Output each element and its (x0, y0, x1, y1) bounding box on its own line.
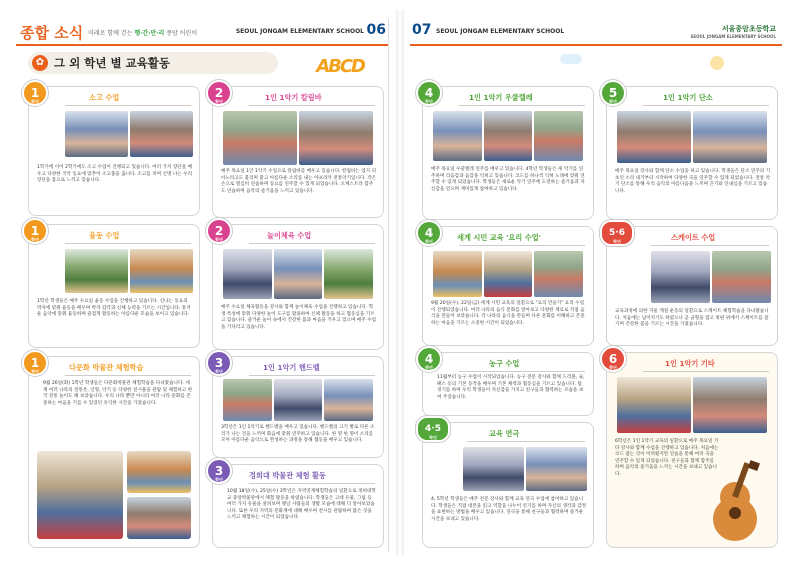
sun-decoration (710, 56, 724, 70)
activity-photo (223, 379, 272, 421)
title-underline (249, 483, 375, 484)
grade-badge (600, 346, 626, 372)
title-underline (249, 375, 375, 376)
activity-photo (433, 111, 482, 161)
activity-photo (324, 379, 373, 421)
title-underline (643, 371, 769, 372)
activity-photo (693, 377, 767, 433)
photo-strip (433, 111, 583, 161)
photo-strip (223, 379, 373, 421)
brand-name: 서울종암초등학교 (721, 25, 776, 33)
photo-strip (65, 111, 193, 157)
page-number: 07 (412, 22, 432, 38)
title-underline (65, 243, 191, 244)
card-kalimba (212, 86, 384, 218)
activity-photo (484, 111, 533, 161)
grade-number: 5 (608, 86, 618, 100)
activity-photo (37, 451, 123, 539)
card-danso (606, 86, 778, 220)
card-title: 1인 1악기 핸드벨 (263, 363, 320, 372)
left-header (16, 22, 388, 44)
activity-photo (130, 111, 193, 157)
activity-photo (65, 111, 128, 157)
photo-strip (651, 251, 771, 303)
grade-badge (206, 458, 232, 484)
title-underline (459, 245, 585, 246)
page-number: 06 (366, 22, 386, 38)
title-underline (65, 375, 191, 376)
grade-word: 학년 (609, 365, 617, 370)
grade-word: 학년 (215, 477, 223, 482)
grade-word: 학년 (425, 99, 433, 104)
card-title: 율동 수업 (89, 231, 120, 240)
card-title: 다문화 박물관 체험학습 (69, 363, 144, 372)
photo-strip (223, 249, 373, 299)
section-title: 종합 소식 (20, 24, 84, 42)
activity-photo (223, 111, 297, 165)
school-name-en: SEOUL JONGAM ELEMENTARY SCHOOL (235, 28, 364, 35)
school-logo (691, 24, 776, 39)
title-underline (249, 105, 375, 106)
guitar-icon (705, 457, 775, 545)
photo-strip (463, 447, 587, 491)
grade-badge (600, 80, 626, 106)
card-body: 4, 5학년 학생들은 매주 전문 강사와 함께 교육 연극 수업에 참여하고 있습니다. 학생들은 직접 대본을 읽고 역할을 나누어 연기를 하며 자신의 생각과 감정을 표현하는 방법을 배우고 있습니다. 연극을 통해 친구들과 협력하며 즐거운 시간을 보내고 있습니다. (431, 497, 587, 522)
grade-word: 학년 (609, 99, 617, 104)
grade-badge (206, 350, 232, 376)
grade-word: 학년 (31, 237, 39, 242)
photo-strip (433, 251, 583, 297)
card-sogo (28, 86, 200, 216)
grade-badge (416, 80, 442, 106)
tagline-highlight: 행·간·만·리 (134, 30, 165, 37)
title-underline (459, 371, 585, 372)
card-handbell (212, 356, 384, 458)
activity-photo (617, 377, 691, 433)
card-ukulele (422, 86, 594, 220)
card-title: 소고 수업 (89, 93, 120, 102)
brand-name-en: SEOUL JONGAM ELEMENTARY SCHOOL (690, 34, 776, 39)
card-guitar (606, 352, 778, 548)
grade-word: 학년 (429, 435, 437, 440)
activity-photo (433, 251, 482, 297)
left-page (16, 18, 389, 552)
activity-photo (127, 497, 191, 539)
flower-icon: ✿ (32, 55, 48, 71)
activity-photo (526, 447, 587, 491)
title-underline (459, 105, 585, 106)
title-underline (249, 243, 375, 244)
grade-number: 1 (30, 356, 40, 370)
grade-word: 학년 (425, 365, 433, 370)
photo-strip (617, 111, 767, 163)
card-museum-multicultural (28, 356, 200, 548)
activity-photo (65, 249, 128, 293)
activity-photo (299, 111, 373, 165)
grade-word: 학년 (425, 239, 433, 244)
grade-word: 학년 (215, 237, 223, 242)
grade-badge (22, 350, 48, 376)
card-body: 11월부터 농구 수업이 시작되었습니다. 농구 전문 강사와 함께 드리블, 슛, 패스 등의 기본 동작을 배우며 기본 체력과 협동심을 기르고 있습니다. 팀 경기를 하며 우리 학생들이 자신감을 가지고 친구들과 협력하는 모습을 보여 주었습니다. (437, 375, 585, 400)
page-gutter (396, 10, 404, 556)
header-rule (16, 44, 388, 46)
title-underline (643, 105, 769, 106)
grade-number: 2 (214, 86, 224, 100)
main-title-bar (28, 52, 278, 74)
activity-photo (693, 111, 767, 163)
tagline-post: 종암 어린이 (166, 30, 198, 37)
activity-photo (127, 451, 191, 493)
card-dance (28, 224, 200, 348)
grade-number: 1 (30, 224, 40, 238)
header-rule (410, 44, 782, 46)
title-underline (467, 441, 585, 442)
photo-strip (65, 249, 193, 293)
card-body: 1학기에 이어 2학기에도 소고 수업이 진행되고 있습니다. 여러 가지 장단을 배우고 다양한 국악 동요에 맞추어 소고춤을 춥니다. 소고를 치며 신명 나는 우리 장단을 몸으로 느끼고 있습니다. (37, 165, 193, 184)
card-title: 1인 1악기 우쿨렐레 (469, 93, 533, 102)
card-body: 3학년은 1인 1악기로 핸드벨을 배우고 있습니다. 핸드벨의 크기 별로 다른 소리가 나는 것을 느끼며 화음에 맞춰 연주하고 있습니다. 한 명 한 명이 소리를 모아 아름다운 음악으로 완성하는 과정을 통해 협동을 배우고 있습니다. (221, 425, 375, 444)
card-basketball (422, 352, 594, 416)
card-title: 교육 연극 (489, 429, 520, 438)
grade-number: 4 (424, 352, 434, 366)
grade-number: 4 (424, 226, 434, 240)
grade-badge (22, 218, 48, 244)
grade-badge (416, 416, 450, 442)
grade-number: 4 (424, 86, 434, 100)
activity-photo (712, 251, 771, 303)
card-body: 9월 26일(화) 1학년 학생들은 다문화박물관 체험학습을 다녀왔습니다. 세계 여러 나라의 전통옷, 인형, 악기 등 다양한 전시물을 관람 및 체험하고 한국 전통 놀이도 해 보았습니다. 우리 나라 뿐만 아니라 여러 나라 문화를 존중하는 마음을 기를 수 있었던 유익한 시간을 가졌습니다. (43, 381, 193, 406)
grade-badge (206, 218, 232, 244)
card-body: 1학년 학생들은 매주 수요일 율동 수업을 진행하고 있습니다. 신나는 동요의 박자에 맞춰 율동을 배우며 박자 감각과 신체 능력을 기르는 시간입니다. 흥겨운 음악에 맞춰 율동하며 즐겁게 활동하는 아름다운 모습을 보이고 있습니다. (37, 299, 191, 318)
grade-badge (416, 346, 442, 372)
activity-photo (463, 447, 524, 491)
grade-number: 6 (608, 352, 618, 366)
grade-word: 학년 (215, 99, 223, 104)
card-drama (422, 422, 594, 548)
photo-strip (223, 111, 373, 165)
title-underline (65, 105, 191, 106)
abcd-decoration: ABCD (316, 56, 364, 77)
grade-word: 학년 (31, 369, 39, 374)
activity-photo (274, 379, 323, 421)
right-page (410, 18, 782, 552)
main-title: 그 외 학년 별 교육활동 (54, 56, 170, 70)
grade-word: 학년 (613, 239, 621, 244)
card-title: 스케이트 수업 (671, 233, 716, 242)
card-title: 1인 1악기 단소 (663, 93, 713, 102)
card-cooking (422, 226, 594, 346)
activity-photo (274, 249, 323, 299)
grade-number: 4·5 (425, 424, 441, 434)
activity-photo (130, 249, 193, 293)
photo-strip (617, 377, 767, 433)
card-body: 매주 목요일 1인 1악기 수업으로 칼림바를 배우고 있습니다. 칼림바는 엄지 피아노라고도 불리며 맑고 아름다운 소리를 내는 아프리카 전통악기입니다. 작은 손으로 열심히 연습하며 동요를 연주할 수 있게 되었습니다. 오케스트라 합주도 연습하며 음악의 즐거움을 느끼고 있습니다. (221, 169, 377, 194)
grade-number: 5·6 (609, 228, 625, 238)
grade-number: 1 (30, 86, 40, 100)
activity-photo (484, 251, 533, 297)
grade-number: 3 (214, 464, 224, 478)
grade-number: 2 (214, 224, 224, 238)
activity-photo (617, 111, 691, 163)
card-title: 1인 1악기 칼림바 (265, 93, 322, 102)
card-khu-museum (212, 464, 384, 548)
grade-badge (600, 220, 634, 246)
card-body: 교육과정에 의한 겨울 계절 운동의 일환으로 스케이트 체험학습을 다녀왔습니다. 처음에는 넘어지기도 하였으나 곧 균형을 잡고 빙판 위에서 스케이트를 즐기며 건강한 몸을 기르는 시간을 가졌습니다. (615, 309, 769, 328)
grade-word: 학년 (31, 99, 39, 104)
title-underline (651, 245, 769, 246)
card-play-pe (212, 224, 384, 350)
activity-photo (223, 249, 272, 299)
card-title: 경희대 박물관 체험 활동 (249, 471, 326, 480)
header-tagline (88, 28, 197, 37)
card-body: 매주 목요일 강사와 함께 단소 수업을 하고 있습니다. 학생들은 단소 연주의 기초인 소리 내기부터 시작하여 다양한 곡을 연주할 수 있게 되었습니다. 전통 악기 단소를 통해 우리 음악의 아름다움을 느끼며 끈기와 인내심을 기르고 있습니다. (615, 169, 771, 194)
card-title: 1인 1악기 기타 (665, 359, 715, 368)
card-skate (606, 226, 778, 346)
card-body: 10월 18일(수), 25일(수) 3학년은 지역연계체험학습의 일환으로 경희대학교 중앙박물관에서 체험 활동을 하였습니다. 학생들은 고대 유물, 그림 등 여러 가지 유물을 살펴보며 옛날 사람들의 생활 모습에 대해 더 알아보았습니다. 또한 우리 지역의 문화재에 대해 배우며 전시를 관람하며 많은 것을 느끼고 체험하는 시간이 되었습니다. (227, 489, 376, 521)
card-body: 9월 20일(수), 22일(금) 세계 시민 교육의 일환으로 "요리 만들기" 요리 수업이 진행되었습니다. 여러 나라의 음식 문화를 알아보고 다양한 재료로 직접 음식을 만들어 보았습니다. 각 나라의 음식을 만들며 다른 문화를 이해하고 존중하는 마음을 기르는 소중한 시간이 되었습니다. (431, 301, 585, 326)
activity-photo (324, 249, 373, 299)
card-title: 놀이체육 수업 (267, 231, 312, 240)
grade-badge (22, 80, 48, 106)
right-header (410, 22, 782, 44)
card-body: 매주 목요일 우쿨렐레 연주를 배우고 있습니다. 4학년 학생들은 새 악기를 연주하며 리듬감과 음감을 익히고 있습니다. 코드를 하나씩 익혀 노래에 맞춰 연주할 수 있게 되었습니다. 학생들은 새로운 악기 연주에 도전하는 즐거움과 자신감을 얻으며 재미있게 참여하고 있습니다. (431, 167, 585, 192)
activity-photo (651, 251, 710, 303)
school-name-en: SEOUL JONGAM ELEMENTARY SCHOOL (436, 28, 565, 35)
card-title: 세계 시민 교육 '요리 수업' (457, 233, 541, 242)
tagline-pre: 미래로 함께 걷는 (88, 30, 133, 37)
card-body: 매주 수요일 체육활동을 강사와 함께 놀이체육 수업을 진행하고 있습니다. 학생 특성에 맞춰 다양한 놀이 도구를 활용하여 신체 활동을 하고 협동심을 기르고 있습니다. 즐거운 놀이 속에서 건강한 몸과 마음을 키우고 있으며 매주 수업을 기다리고 있습니다. (221, 305, 377, 330)
grade-number: 3 (214, 356, 224, 370)
activity-photo (534, 251, 583, 297)
grade-word: 학년 (215, 369, 223, 374)
activity-photo (534, 111, 583, 161)
card-body: 6학년은 1인 1악기 교육의 일환으로 매주 목요일 기타 강사와 함께 수업을 진행하고 있습니다. 처음에는 코드 잡는 것이 어려웠지만 연습을 통해 여러 곡을 연주할 수 있게 되었습니다. 친구들과 함께 합주를 하며 음악의 즐거움을 느끼는 시간을 보내고 있습니다. (615, 439, 719, 477)
cloud-decoration (560, 54, 582, 64)
card-title: 농구 수업 (489, 359, 520, 368)
grade-badge (416, 220, 442, 246)
grade-badge (206, 80, 232, 106)
